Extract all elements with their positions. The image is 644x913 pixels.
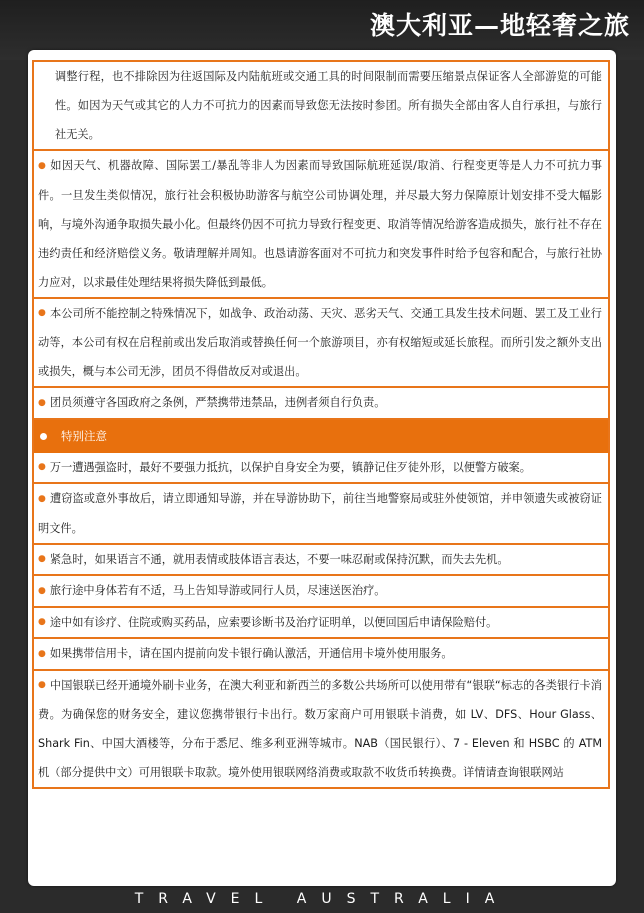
bullet-dot-icon: ● — [38, 648, 46, 659]
notice-paragraph — [38, 299, 602, 387]
notice-block — [32, 151, 610, 299]
notice-block — [32, 484, 610, 545]
notice-block — [32, 545, 610, 577]
notice-block — [32, 608, 610, 640]
bullet-dot-icon: ● — [38, 554, 46, 564]
notice-text: 途中如有诊疗、住院或购买药品，应索要诊断书及治疗证明单，以便回国后申请保险赔付。 — [49, 615, 498, 629]
bullet-dot-icon: ● — [38, 160, 46, 171]
notice-paragraph — [38, 484, 602, 543]
bullet-dot-icon: ● — [38, 493, 46, 504]
section-header-special-notice — [32, 420, 610, 453]
notice-text: 遭窃盗或意外事故后，请立即通知导游，并在导游协助下，前往当地警察局或驻外使领馆，并申领遗失或被窃证明文件。 — [38, 492, 602, 535]
notice-paragraph — [38, 545, 602, 575]
notice-text: 团员须遵守各国政府之条例，严禁携带违禁品，违例者须自行负责。 — [49, 396, 386, 409]
bullet-dot-icon: ● — [38, 308, 46, 318]
bullet-dot-icon: ● — [38, 617, 46, 627]
notice-block — [32, 576, 610, 608]
notice-paragraph — [38, 576, 602, 606]
notice-paragraph — [38, 608, 602, 638]
notice-text: 万一遭遇强盗时，最好不要强力抵抗，以保护自身安全为要，镇静记住歹徒外形，以便警方破案。 — [49, 460, 531, 474]
notice-paragraph — [38, 639, 602, 669]
bullet-dot-icon: ● — [38, 397, 46, 408]
footer-brand: TRAVEL AUSTRALIA — [134, 891, 510, 907]
notice-text: 如果携带信用卡，请在国内提前向发卡银行确认激活，开通信用卡境外使用服务。 — [49, 647, 453, 660]
section-dot-icon — [40, 433, 47, 440]
notice-paragraph — [38, 151, 602, 297]
page-title: 澳大利亚—地轻奢之旅 — [369, 11, 630, 40]
notice-block — [32, 671, 610, 790]
notice-content — [32, 60, 610, 886]
bullet-dot-icon: ● — [38, 680, 46, 690]
notice-paragraph — [38, 388, 602, 418]
notice-paragraph — [38, 453, 602, 483]
notice-block — [32, 299, 610, 389]
notice-text: 本公司所不能控制之特殊情况下，如战争、政治动荡、天灾、恶劣天气、交通工具发生技术问题、罢工及工业行动等，本公司有权在启程前或出发后取消或替换任何一个旅游项目，亦有权缩短或延长旅程。而所引发之额外支出或损失，概与本公司无涉，团员不得借故反对或退出。 — [38, 306, 602, 378]
bullet-dot-icon: ● — [38, 585, 46, 596]
bullet-dot-icon: ● — [38, 462, 46, 472]
notice-block — [32, 388, 610, 420]
notice-block — [32, 60, 610, 151]
notice-block — [32, 453, 610, 485]
section-label: 特别注意 — [61, 428, 107, 443]
notice-text: 中国银联已经开通境外刷卡业务，在澳大利亚和新西兰的多数公共场所可以使用带有“银联“标志的各类银行卡消费。为确保您的财务安全，建议您携带银行卡出行。数万家商户可用银联卡消费，如 LV、DFS、Hour Glass、Shark Fin、中国大酒楼等，分布于悉尼、维多利亚洲等城市。NAB（国民银行）、7 - Eleven 和 HSBC 的 ATM 机（部分提供中文）可用银联卡取款。境外使用银联网络消费或取款不收货币转换费。详情请查询银联网站 — [38, 678, 602, 779]
notice-text: 旅行途中身体若有不适，马上告知导游或同行人员，尽速送医治疗。 — [49, 584, 386, 597]
notice-block — [32, 639, 610, 671]
notice-paragraph — [38, 671, 602, 788]
notice-text: 紧急时，如果语言不通，就用表情或肢体语言表达，不要一味忍耐或保持沉默，而失去先机。 — [49, 552, 509, 566]
notice-text: 调整行程，也不排除因为往返国际及内陆航班或交通工具的时间限制而需要压缩景点保证客人全部游览的可能性。如因为天气或其它的人力不可抗力的因素而导致您无法按时参团。所有损失全部由客人自行承担，与旅行社无关。 — [55, 70, 602, 141]
notice-text: 如因天气、机器故障、国际罢工/暴乱等非人为因素而导致国际航班延误/取消、行程变更等是人力不可抗力事件。一旦发生类似情况，旅行社会积极协助游客与航空公司协调处理，并尽最大努力保障原计划安排不受大幅影响，与境外沟通争取损失最小化。但最终仍因不可抗力导致行程变更、取消等情况给游客造成损失，旅行社不存在违约责任和经济赔偿义务。敬请理解并周知。也恳请游客面对不可抗力和突发事件时给予包容和配合，与旅行社协力应对，以求最佳处理结果将损失降低到最低。 — [38, 159, 602, 289]
